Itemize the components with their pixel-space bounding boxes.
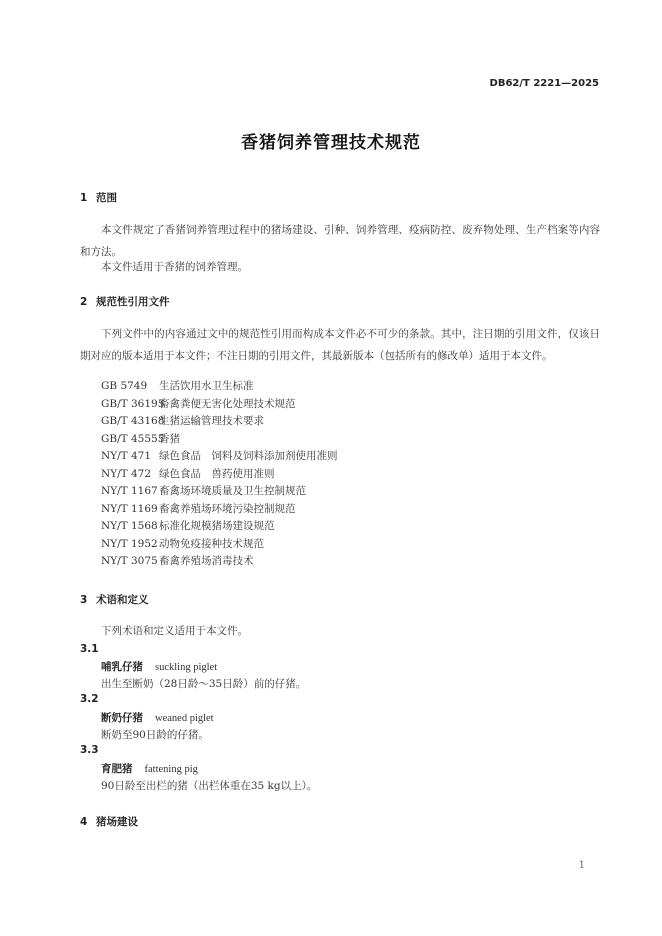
term-english: weaned piglet [155, 713, 214, 724]
reference-name: 香猪 [159, 432, 180, 445]
section-4-heading [80, 814, 138, 829]
reference-name: 绿色食品 饲料及饲料添加剂使用准则 [159, 450, 338, 462]
reference-item [101, 483, 338, 501]
term-english: suckling piglet [155, 662, 218, 673]
reference-name: 畜禽养殖场消毒技术 [159, 555, 254, 567]
term-number: 3.3 [80, 744, 99, 756]
reference-code: GB 5749 [101, 380, 148, 392]
section-number: 1 [80, 192, 88, 204]
reference-code: NY/T 1952 [101, 537, 158, 550]
reference-item [101, 518, 338, 536]
section-title: 猪场建设 [96, 816, 138, 828]
normative-reference-list [101, 378, 338, 571]
reference-name: 畜禽养殖场环境污染控制规范 [159, 502, 296, 515]
reference-code: NY/T 471 [101, 450, 152, 462]
section-title: 规范性引用文件 [96, 296, 170, 308]
reference-item [101, 396, 338, 414]
section-2-heading [80, 294, 170, 309]
reference-code: NY/T 1568 [101, 520, 158, 532]
page-number: 1 [578, 860, 585, 871]
term-english: fattening pig [144, 764, 198, 775]
section-1-paragraph-2: 本文件适用于香猪的饲养管理。 [101, 261, 248, 273]
reference-name: 畜禽场环境质量及卫生控制规范 [159, 485, 306, 497]
reference-item [101, 378, 338, 396]
reference-item [101, 553, 338, 571]
term-chinese: 哺乳仔猪 [101, 661, 143, 673]
reference-code: GB/T 36195 [101, 397, 165, 410]
section-title: 术语和定义 [96, 594, 149, 606]
term-heading [101, 710, 214, 725]
reference-code: GB/T 43168 [101, 415, 165, 427]
section-1-paragraph-1: 本文件规定了香猪饲养管理过程中的猪场建设、引种、饲养管理、疫病防控、废弃物处理、生产档案等内容和方法。 [80, 224, 600, 258]
reference-name: 动物免疫接种技术规范 [159, 537, 264, 550]
reference-item [101, 413, 338, 431]
reference-code: GB/T 45555 [101, 432, 165, 445]
section-number: 3 [80, 594, 88, 606]
section-3-heading [80, 592, 149, 607]
document-title: 香猪饲养管理技术规范 [241, 133, 421, 153]
reference-item [101, 448, 338, 466]
standard-code: DB62/T 2221—2025 [489, 78, 599, 89]
reference-name: 绿色食品 兽药使用准则 [159, 467, 275, 480]
reference-item [101, 431, 338, 449]
section-3-intro: 下列术语和定义适用于本文件。 [101, 625, 248, 637]
section-2-intro: 下列文件中的内容通过文中的规范性引用而构成本文件必不可少的条款。其中，注日期的引用文件，仅该日期对应的版本适用于本文件；不注日期的引用文件，其最新版本（包括所有的修改单）适用于本文件。 [80, 328, 600, 362]
reference-code: NY/T 3075 [101, 555, 158, 567]
reference-code: NY/T 1167 [101, 485, 158, 497]
reference-item [101, 536, 338, 554]
term-definition: 出生至断奶（28日龄～35日龄）前的仔猪。 [101, 678, 307, 690]
section-number: 4 [80, 816, 88, 828]
reference-name: 生活饮用水卫生标准 [159, 380, 254, 392]
term-heading [101, 659, 217, 674]
section-title: 范围 [96, 192, 117, 204]
section-number: 2 [80, 296, 88, 308]
section-1-heading [80, 190, 117, 205]
reference-code: NY/T 1169 [101, 502, 158, 515]
reference-name: 畜禽粪便无害化处理技术规范 [159, 397, 296, 410]
reference-item [101, 501, 338, 519]
reference-name: 生猪运输管理技术要求 [159, 415, 264, 427]
term-chinese: 育肥猪 [101, 763, 133, 775]
term-number: 3.1 [80, 643, 99, 655]
reference-name: 标准化规模猪场建设规范 [159, 520, 275, 532]
term-definition: 90日龄至出栏的猪（出栏体重在35 kg以上）。 [101, 780, 318, 792]
term-definition: 断奶至90日龄的仔猪。 [101, 729, 209, 741]
term-chinese: 断奶仔猪 [101, 712, 143, 724]
reference-code: NY/T 472 [101, 467, 152, 480]
term-heading [101, 761, 198, 776]
term-number: 3.2 [80, 693, 99, 705]
reference-item [101, 466, 338, 484]
